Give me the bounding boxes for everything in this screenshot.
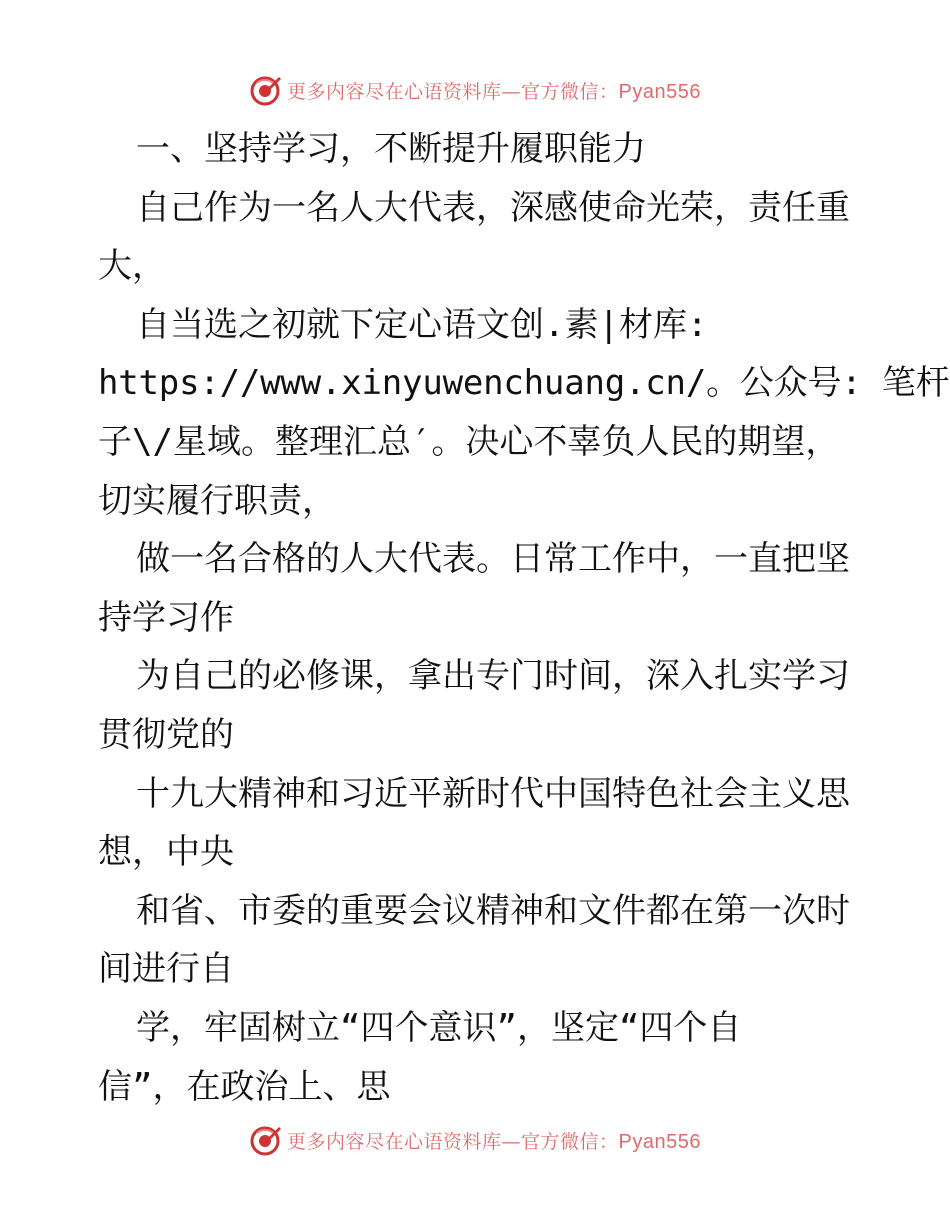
pen-logo-icon (249, 1123, 283, 1157)
paragraph-line: 做一名合格的人大代表。日常工作中，一直把坚 (136, 539, 850, 580)
paragraph-line: 持学习作 (98, 597, 234, 638)
paragraph-line: 大， (98, 246, 166, 287)
header-watermark-text: 更多内容尽在心语资料库—官方微信：Pyan556 (287, 80, 701, 103)
paragraph-line: 学，牢固树立“四个意识”，坚定“四个自 (136, 1007, 742, 1048)
paragraph-line: 想，中央 (98, 832, 234, 873)
paragraph-line: 为自己的必修课，拿出专门时间，深入扎实学习 (136, 656, 850, 697)
section-heading: 一、坚持学习，不断提升履职能力 (136, 129, 646, 169)
paragraph-line: 切实履行职责， (98, 480, 336, 521)
footer-watermark-text: 更多内容尽在心语资料库—官方微信：Pyan556 (287, 1130, 701, 1153)
paragraph-line: 信”，在政治上、思 (98, 1066, 391, 1107)
document-body (98, 120, 950, 1116)
footer-watermark (0, 1120, 950, 1160)
paragraph-line: 和省、市委的重要会议精神和文件都在第一次时 (136, 890, 850, 931)
paragraph-line: 自己作为一名人大代表，深感使命光荣，责任重 (136, 187, 850, 228)
paragraph-line: 自当选之初就下定心语文创.素|材库: (136, 304, 708, 345)
paragraph-line: 间进行自 (98, 949, 234, 990)
paragraph-line: https://www.xinyuwenchuang.cn/。公众号: 笔杆 (98, 363, 950, 404)
paragraph-line: 子\/星域。整理汇总′。决心不辜负人民的期望， (98, 421, 840, 462)
paragraph-line: 十九大精神和习近平新时代中国特色社会主义思 (136, 773, 850, 814)
paragraph-line: 贯彻党的 (98, 714, 234, 755)
pen-logo-icon (249, 73, 283, 107)
header-watermark (0, 70, 950, 110)
